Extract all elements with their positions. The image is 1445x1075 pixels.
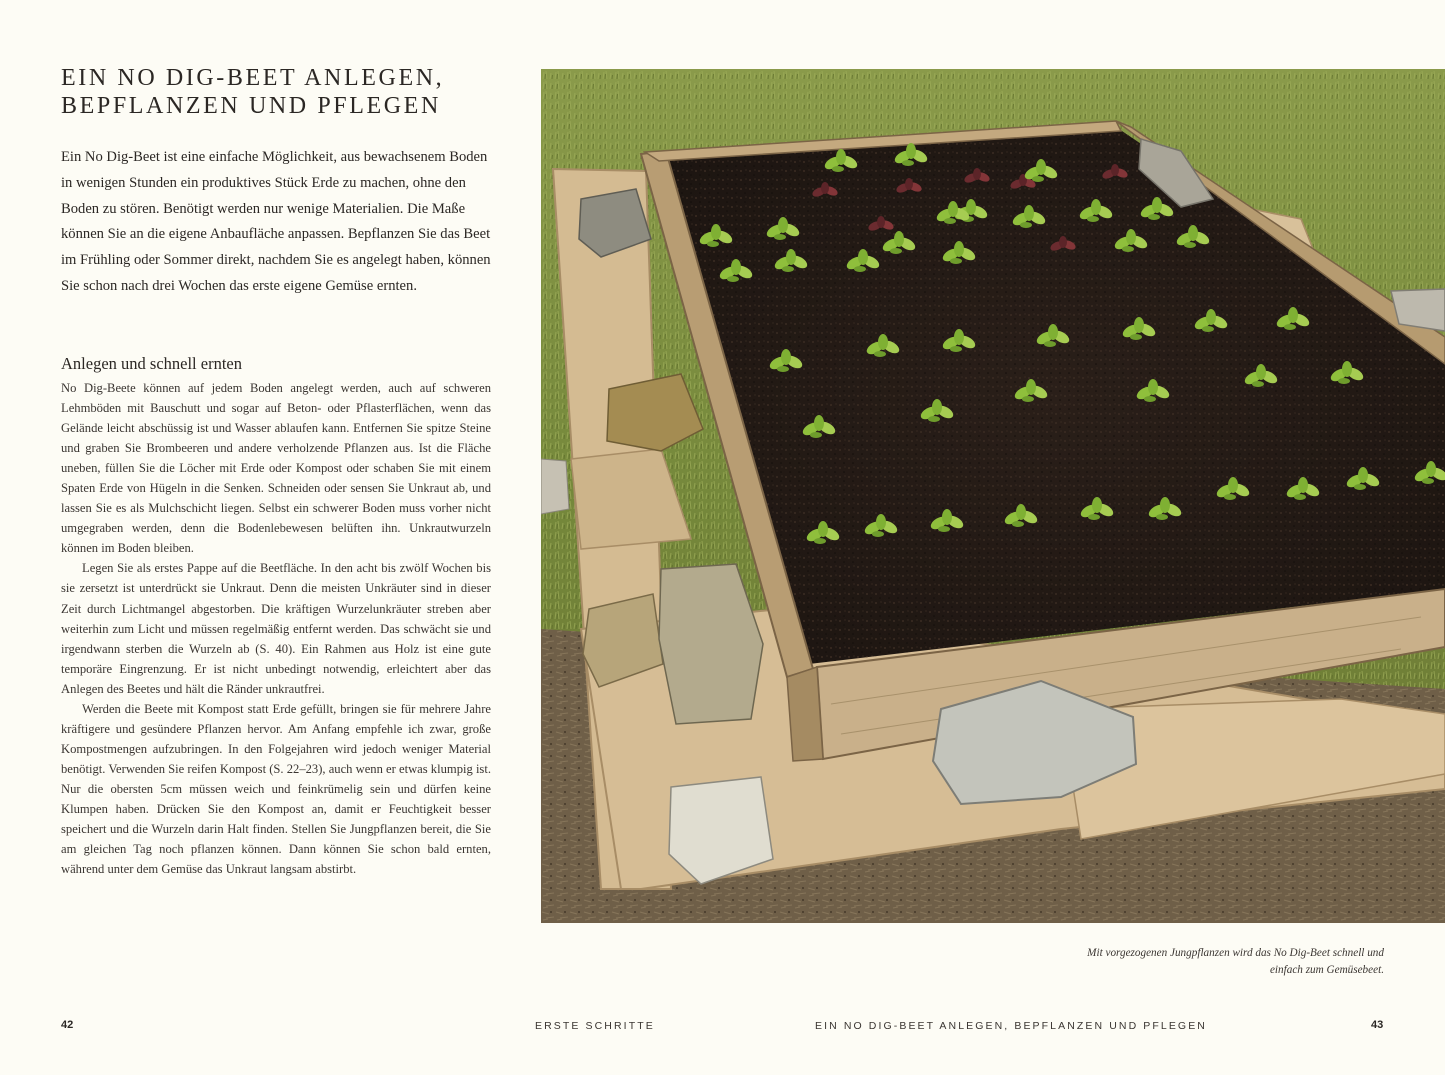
section-heading: Anlegen und schnell ernten bbox=[61, 354, 242, 373]
section-body bbox=[61, 378, 491, 879]
garden-bed-photo bbox=[541, 69, 1445, 923]
body-paragraph-2: Legen Sie als erstes Pappe auf die Beetfläche. In den acht bis zwölf Wochen bis sie zersetzt ist unterdrückt sie Unkraut. Denn die meisten Unkräuter sind in dieser Zeit durch Lichtmangel abgestorben. Die kräftigen Wurzelunkräuter streben aber weiterhin zum Licht und müssen regelmäßig entfernt werden. Das schwächt sie und irgendwann sterben die Wurzeln ab (S. 40). Ein Rahmen aus Holz ist eine gute temporäre Eingrenzung. Er ist nicht unbedingt notwendig, erleichtert aber das Anlegen des Beetes und hält die Ränder unkrautfrei. bbox=[61, 561, 491, 696]
body-paragraph-3: Werden die Beete mit Kompost statt Erde gefüllt, bringen sie für mehrere Jahre kräftigere und gesündere Pflanzen hervor. Am Anfang empfehle ich zwar, große Kompostmengen aufzubringen. In den Folgejahren wird jedoch weniger Material benötigt. Verwenden Sie reifen Kompost (S. 22–23), auch wenn er etwas klumpig ist. Nur die obersten 5cm müssen weich und feinkrümelig sein und dürfen keine Klumpen haben. Drücken Sie den Kompost an, damit er Feuchtigkeit besser speichert und die Wurzeln darin Halt finden. Stellen Sie Jungpflanzen bereit, die Sie am gleichen Tag noch pflanzen können. Dann können Sie schon bald ernten, während unter dem Gemüse das Unkraut langsam abstirbt. bbox=[61, 701, 491, 877]
page-number-left: 42 bbox=[61, 1019, 74, 1031]
running-head-left: ERSTE SCHRITTE bbox=[535, 1020, 655, 1032]
intro-paragraph: Ein No Dig-Beet ist eine einfache Möglichkeit, aus bewachsenem Boden in wenigen Stunden ein produktives Stück Erde zu machen, ohne den Boden zu stören. Benötigt werden nur wenige Materialien. Die Maße können Sie an die eigene Anbaufläche anpassen. Bepflanzen Sie das Beet im Frühling oder Sommer direkt, nachdem Sie es angelegt haben, können Sie schon nach drei Wochen das erste eigene Gemüse ernten. bbox=[61, 149, 491, 294]
photo-caption: Mit vorgezogenen Jungpflanzen wird das No Dig-Beet schnell und einfach zum Gemüsebeet. bbox=[1087, 947, 1384, 976]
running-head-right: EIN NO DIG-BEET ANLEGEN, BEPFLANZEN UND PFLEGEN bbox=[815, 1020, 1207, 1032]
body-paragraph-1: No Dig-Beete können auf jedem Boden angelegt werden, auch auf schweren Lehmböden mit Bauschutt und sogar auf Beton- oder Pflasterflächen, wenn das Gelände leicht abschüssig ist und Wasser ablaufen kann. Entfernen Sie spitze Steine und graben Sie Brombeeren und andere verholzende Pflanzen aus. Ist die Fläche uneben, füllen Sie die Löcher mit Erde oder Kompost oder schaben Sie mit einem Spaten Erde von Hügeln in die Senken. Schneiden oder sensen Sie Unkraut ab, und lassen Sie es als Mulchschicht liegen. Selbst ein schwerer Boden muss vorher nicht umgegraben werden, denn die Bodenlebewesen belüften ihn. Unkrautwurzeln können im Boden bleiben. bbox=[61, 381, 491, 556]
page-title: EIN NO DIG-BEET ANLEGEN, BEPFLANZEN UND PFLEGEN bbox=[61, 65, 445, 119]
page-number-right: 43 bbox=[1371, 1019, 1384, 1031]
